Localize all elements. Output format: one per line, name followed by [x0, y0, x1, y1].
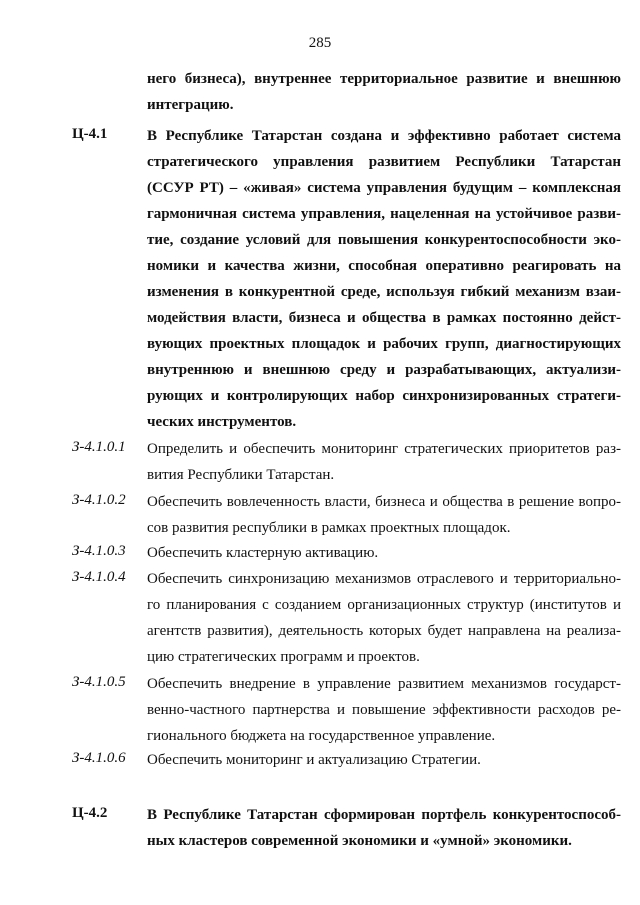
task-line: Определить и обеспечить мониторинг стратегических приоритетов раз- — [147, 441, 621, 457]
task-line: Обеспечить внедрение в управление развитием механизмов государст- — [147, 676, 621, 692]
goal-line: тие, создание условий для повышения конкурентоспособности эко- — [147, 232, 621, 248]
task-text — [147, 747, 621, 773]
task-line: цию стратегических программ и проектов. — [147, 649, 420, 665]
goal-line: ческих инструментов. — [147, 414, 297, 430]
task-line: Обеспечить вовлеченность власти, бизнеса и общества в решение вопро- — [147, 494, 621, 510]
goal-line: В Республике Татарстан сформирован портфель конкурентоспособ- — [147, 807, 621, 823]
task-line: го планирования с созданием организационных структур (институтов и — [147, 597, 621, 613]
goal-line: изменения в конкурентной среде, используя гибкий механизм взаи- — [147, 284, 621, 300]
goal-code: Ц-4.2 — [72, 805, 108, 821]
task-text — [147, 489, 621, 541]
task-code: З-4.1.0.5 — [72, 674, 126, 690]
task-code: З-4.1.0.3 — [72, 543, 126, 559]
goal-line: В Республике Татарстан создана и эффективно работает система — [147, 128, 621, 144]
goal-line: рующих и контролирующих набор синхронизированных стратеги- — [147, 388, 621, 404]
intro-text — [147, 66, 621, 118]
task-code: З-4.1.0.2 — [72, 492, 126, 508]
task-code: З-4.1.0.6 — [72, 750, 126, 766]
task-line: Обеспечить мониторинг и актуализацию Стратегии. — [147, 752, 481, 768]
task-text — [147, 436, 621, 488]
task-line: гионального бюджета на государственное управление. — [147, 728, 496, 744]
intro-line: интеграцию. — [147, 97, 234, 113]
task-text — [147, 671, 621, 749]
goal-line: модействия власти, бизнеса и общества в рамках постоянно дейст- — [147, 310, 621, 326]
task-code: З-4.1.0.4 — [72, 569, 126, 585]
goal-line: номики и качества жизни, способная оперативно реагировать на — [147, 258, 621, 274]
goal-code: Ц-4.1 — [72, 126, 108, 142]
task-text — [147, 540, 621, 566]
task-line: Обеспечить кластерную активацию. — [147, 545, 379, 561]
task-code: З-4.1.0.1 — [72, 439, 126, 455]
goal-text — [147, 123, 621, 435]
intro-line: него бизнеса), внутреннее территориальное развитие и внешнюю — [147, 71, 621, 87]
goal-line: стратегического управления развитием Республики Татарстан — [147, 154, 621, 170]
goal-line: (ССУР РТ) – «живая» система управления будущим – комплексная — [147, 180, 621, 196]
goal-line: вующих проектных площадок и рабочих групп, диагностирующих — [147, 336, 621, 352]
goal-line: внутреннюю и внешнюю среду и разрабатывающих, актуализи- — [147, 362, 621, 378]
goal-line: гармоничная система управления, нацеленная на устойчивое разви- — [147, 206, 621, 222]
goal-line: ных кластеров современной экономики и «умной» экономики. — [147, 833, 572, 849]
task-text — [147, 566, 621, 670]
task-line: агентств развития), деятельность которых будет направлена на реализа- — [147, 623, 621, 639]
task-line: венно-частного партнерства и повышение эффективности расходов ре- — [147, 702, 621, 718]
task-line: сов развития республики в рамках проектных площадок. — [147, 520, 511, 536]
page-number: 285 — [308, 35, 332, 51]
task-line: Обеспечить синхронизацию механизмов отраслевого и территориально- — [147, 571, 621, 587]
task-line: вития Республики Татарстан. — [147, 467, 335, 483]
goal-text — [147, 802, 621, 854]
